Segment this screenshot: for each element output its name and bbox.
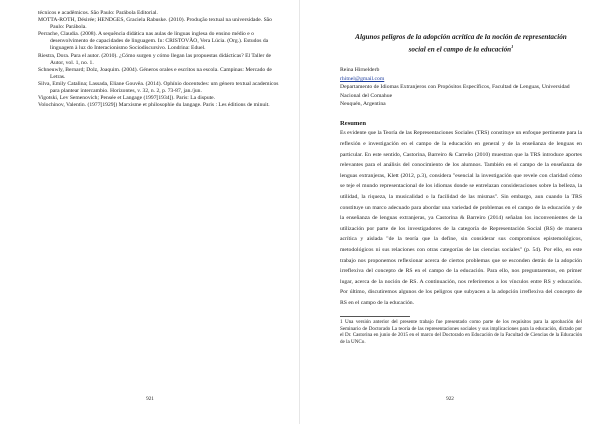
page-number-right: 922	[446, 396, 454, 402]
article-title	[350, 32, 572, 54]
abstract-heading: Resumen	[340, 120, 367, 128]
reference-item: Schneuwly, Bernard; Dolz, Joaquim. (2004). Géneros orales e escritos na escola. Campinas: Mercado de Letras.	[38, 66, 272, 80]
reference-item: Silva, Emily Catalina; Lassada, Eliane Gouvêa. (2014). Ophínio docentsdes: um género textual academicos para plantear intercambio. Horizontes, v. 32, n. 2, p. 73-87, jan./jun.	[38, 80, 279, 95]
right-page	[300, 0, 600, 424]
author-department: Departamento de Idiomas Extranjeros con Propósitos Específicos, Facultad de Lenguas, Universidad Nacional del Comahue	[340, 84, 570, 99]
author-name: Reina Hirnelderb	[340, 67, 380, 74]
reference-item: MOTTA-ROTH, Désirée; HENDGES, Graciela Rabuske. (2010). Produção textual na universidade. São Paulo: Parábola.	[38, 17, 272, 31]
reference-item: Vigotski, Lev Semenovich; Pensée et Langage (1997[1934]). Paris: La dispute.	[38, 95, 216, 102]
author-location: Neuquén, Argentina	[340, 101, 386, 108]
reference-item: Perrache, Claudia. (2008). A sequência didática nas aulas de línguas inglesa do ensino médio e o desenvolvimento de capacidades de linguagem. In: CRISTOVÃO, Vera Lúcia. (Org.). Estudos da linguagem à luz do Interacionismo Sociodiscursivo. Londrina: Eduel.	[38, 31, 269, 52]
reference-item: Riestra, Dora. Para el autor. (2010). ¿Cómo surgen y cómo llegan las propuestas didácticas? El Taller de Autor, vol. 1, no. 1.	[38, 52, 272, 66]
title-footnote-mark[interactable]: 1	[511, 44, 514, 49]
footnote: 1 Una versión anterior del presente trabajo fue presentado como parte de los requisitos para la aprobación del Seminario de Doctorado La teoría de las representaciones sociales y sus implicaciones para la educación, dictado por el Dr. Castorina en junio de 2015 en el marco del Doctorado en Educación de la Facultad de Ciencias de la Educación de la UNCo.	[340, 319, 582, 345]
author-block	[340, 66, 582, 108]
page-number-left: 921	[146, 396, 154, 402]
footnote-divider	[340, 316, 410, 317]
abstract-paragraph: Es evidente que la Teoría de las Representaciones Sociales (TRS) constituye un enfoque pertinente para la reflexión e investigación en el campo de la educación en general y de la enseñanza de lenguas en particular. En este sentido, Castorina, Barreiro & Carreño (2010) muestran que la TRS introduce aportes relevantes para el análisis del conocimiento de los alumnos. También en el campo de la enseñanza de lenguas extranjeras, Klett (2012, p.3), considera "esencial la investigación que revele con claridad cómo se teje el mundo representacional de los idiomas donde se entrelazan consideraciones sobre la belleza, la utilidad, la riqueza, la musicalidad o la facilidad de las mismas". Sin embargo, aun cuando la TRS constituye un marco adecuado para abordar una variedad de problemas en el campo de la educación y de la enseñanza de lenguas extranjeras, ya Castorina & Barreiro (2014) señalan los inconvenientes de la utilización por parte de los investigadores de la categoría de Representación Social (RS) de manera acrítica y aislada "de la teoría que la define, sin considerar sus compromisos epistemológicos, metodológicos ni sus relaciones con otras categorías de las ciencias sociales" (p. 54). Por ello, en este trabajo nos proponemos reflexionar acerca de ciertos problemas que se esconden detrás de la adopción irreflexiva del concepto de RS en el campo de la educación. Para ello, nos preguntaremos, en primer lugar, acerca de la noción de RS. A continuación, nos referiremos a los vínculos entre RS y educación. Por último, discutiremos algunos de los peligros que subyacen a la adopción irreflexiva del concepto de RS en el campo de la educación.	[340, 130, 582, 306]
reference-list	[38, 10, 282, 109]
reference-item: técnicos e acadêmicos. São Paulo: Parábola Editorial.	[38, 10, 158, 16]
author-email-link[interactable]: rhitnel@gmail.com	[340, 75, 385, 82]
article-title-text: Algunos peligros de la adopción acrítica de la noción de representación social en el campo de la educación	[355, 33, 567, 54]
reference-item: Volochinov, Valentin. (1977[1929]) Marxisme et philosophie du langage. Paris : Les éditions de minuit.	[38, 102, 270, 109]
